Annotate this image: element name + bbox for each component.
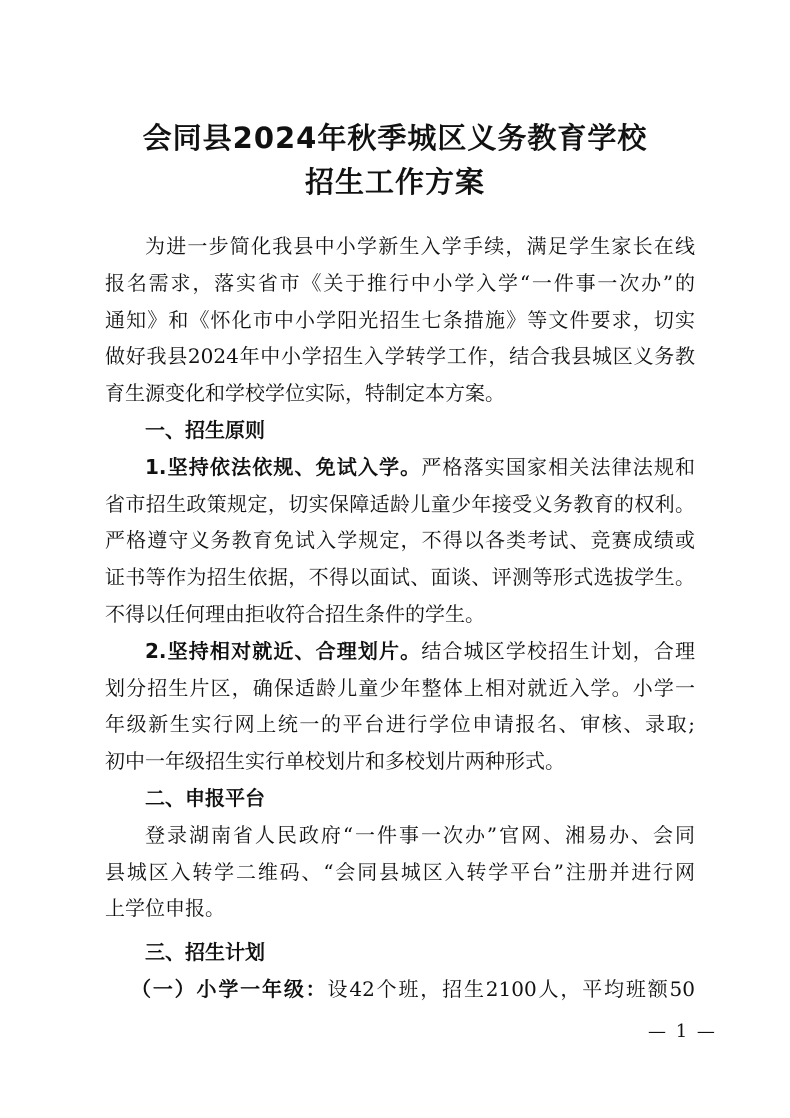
paragraph-line: 登录湖南省人民政府“一件事一次办”官网、湘易办、会同 [145,822,695,847]
intro-line: 报名需求，落实省市《关于推行中小学入学“一件事一次办”的 [105,270,695,295]
section-heading-principles: 一、招生原则 [145,417,265,442]
document-body [105,228,695,1008]
paragraph-text: 设42个班，招生2100人，平均班额50 [327,976,696,1001]
paragraph-line: 县城区入转学二维码、“会同县城区入转学平台”注册并进行网 [105,859,695,884]
paragraph-line: 上学位申报。 [105,896,225,921]
section-heading-platform: 二、申报平台 [145,785,265,810]
paragraph-line [105,449,695,486]
paragraph-line: 证书等作为招生依据，不得以面试、面谈、评测等形式选拔学生。 [105,565,695,590]
title-line-2: 招生工作方案 [304,165,485,199]
paragraph-line: 省市招生政策规定，切实保障适龄儿童少年接受义务教育的权利。 [105,491,695,516]
paragraph-text: 结合城区学校招生计划，合理 [421,638,696,663]
intro-line: 育生源变化和学校学位实际，特制定本方案。 [105,381,505,406]
intro-line: 为进一步简化我县中小学新生入学手续，满足学生家长在线 [145,234,695,258]
intro-line: 通知》和《怀化市中小学阳光招生七条措施》等文件要求，切实 [105,307,695,332]
paragraph-text: 严格落实国家相关法律法规和 [421,454,696,479]
paragraph-lead: 2.坚持相对就近、合理划片。 [145,638,422,663]
paragraph-line: 不得以任何理由拒收符合招生条件的学生。 [105,601,485,626]
paragraph-lead: （一）小学一年级： [131,976,328,1001]
paragraph-line: 严格遵守义务教育免试入学规定，不得以各类考试、竞赛成绩或 [105,528,695,553]
paragraph-line: 初中一年级招生实行单校划片和多校划片两种形式。 [105,749,565,774]
title-line-1: 会同县2024年秋季城区义务教育学校 [142,121,648,155]
paragraph-line: 年级新生实行网上统一的平台进行学位申请报名、审核、录取; [105,712,695,737]
paragraph-line: 划分招生片区，确保适龄儿童少年整体上相对就近入学。小学一 [105,675,695,700]
section-heading-plan: 三、招生计划 [145,940,265,965]
paragraph-lead: 1.坚持依法依规、免试入学。 [145,454,422,479]
page-number: — 1 — [648,1021,717,1042]
intro-line: 做好我县2024年中小学招生入学转学工作，结合我县城区义务教 [105,344,695,369]
paragraph-line [105,971,695,1008]
paragraph-line [105,633,695,670]
